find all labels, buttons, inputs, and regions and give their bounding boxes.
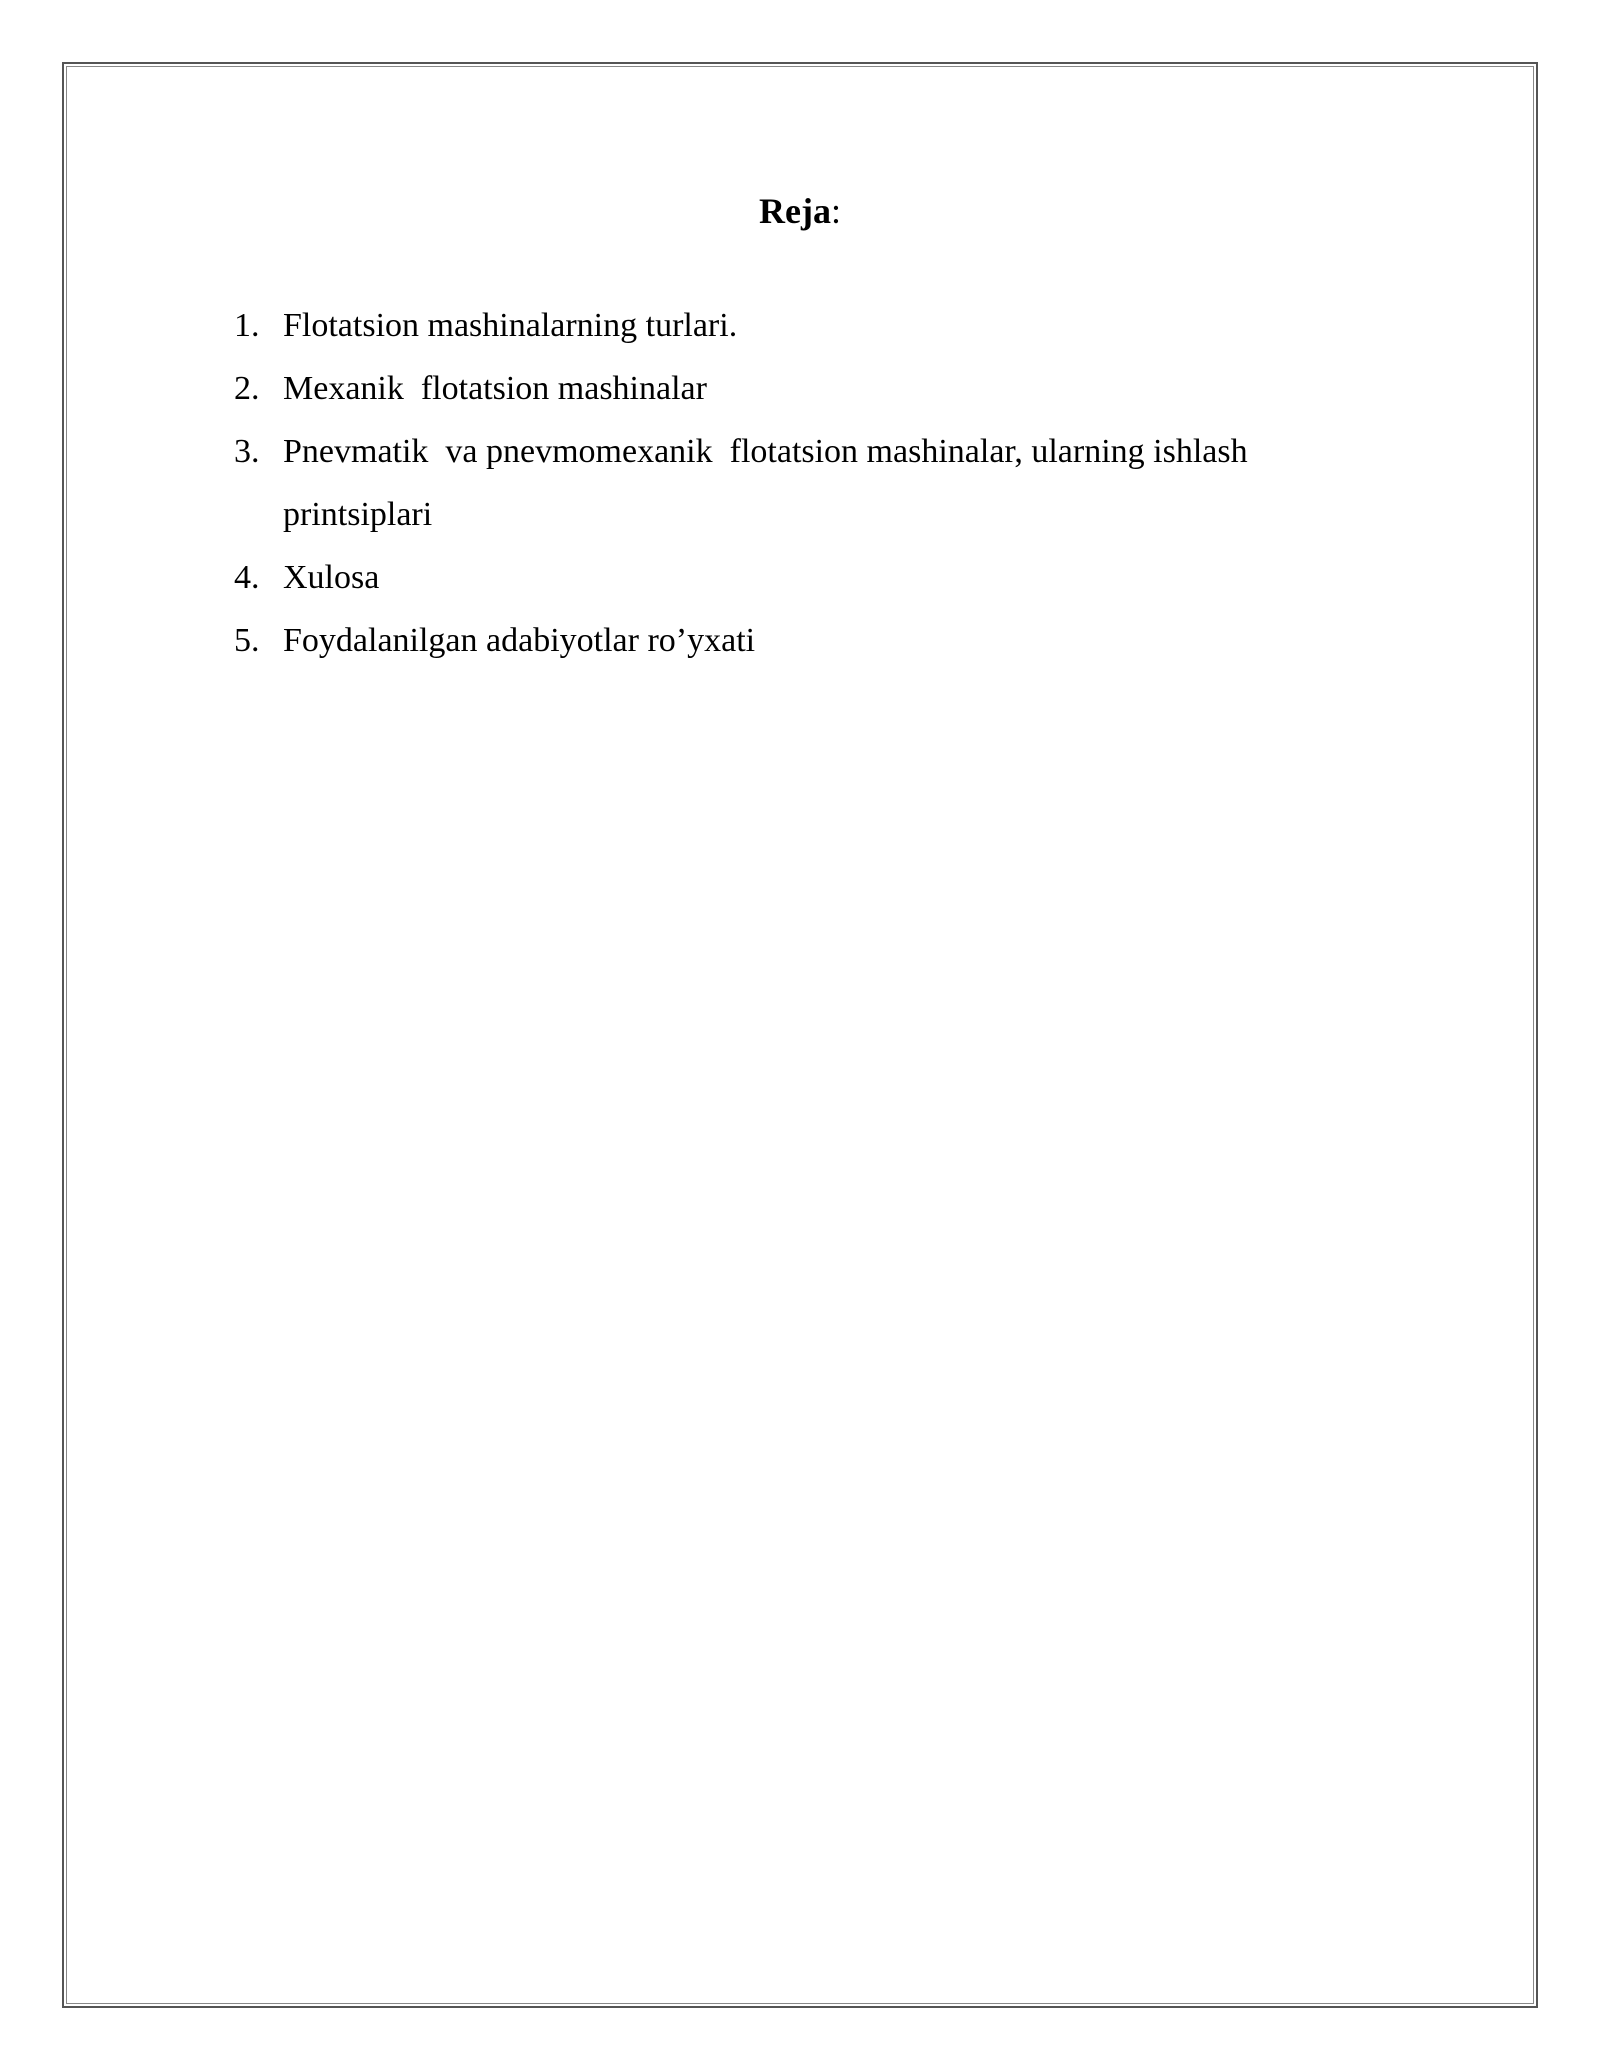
- plan-item-text: Foydalanilgan adabiyotlar ro’yxati: [283, 622, 756, 659]
- plan-list: [220, 294, 1360, 672]
- page-title-colon: :: [830, 191, 841, 231]
- plan-item-text: Flotatsion mashinalarning turlari.: [283, 307, 738, 344]
- plan-item-number: 1.: [234, 307, 260, 344]
- plan-item-2: [220, 357, 1360, 420]
- plan-item-text: Pnevmatik va pnevmomexanik flotatsion mashinalar, ularning ishlash printsiplari: [283, 433, 1257, 533]
- plan-item-number: 2.: [234, 370, 260, 407]
- page-title-text: Reja: [759, 191, 831, 231]
- plan-item-text: Mexanik flotatsion mashinalar: [283, 370, 707, 407]
- plan-item-4: [220, 546, 1360, 609]
- plan-item-3: [220, 420, 1360, 546]
- plan-item-text: Xulosa: [283, 559, 380, 596]
- page-title: [0, 186, 1600, 236]
- plan-item-number: 5.: [234, 622, 260, 659]
- plan-item-number: 4.: [234, 559, 260, 596]
- plan-item-5: [220, 609, 1360, 672]
- plan-item-number: 3.: [234, 433, 260, 470]
- plan-item-1: [220, 294, 1360, 357]
